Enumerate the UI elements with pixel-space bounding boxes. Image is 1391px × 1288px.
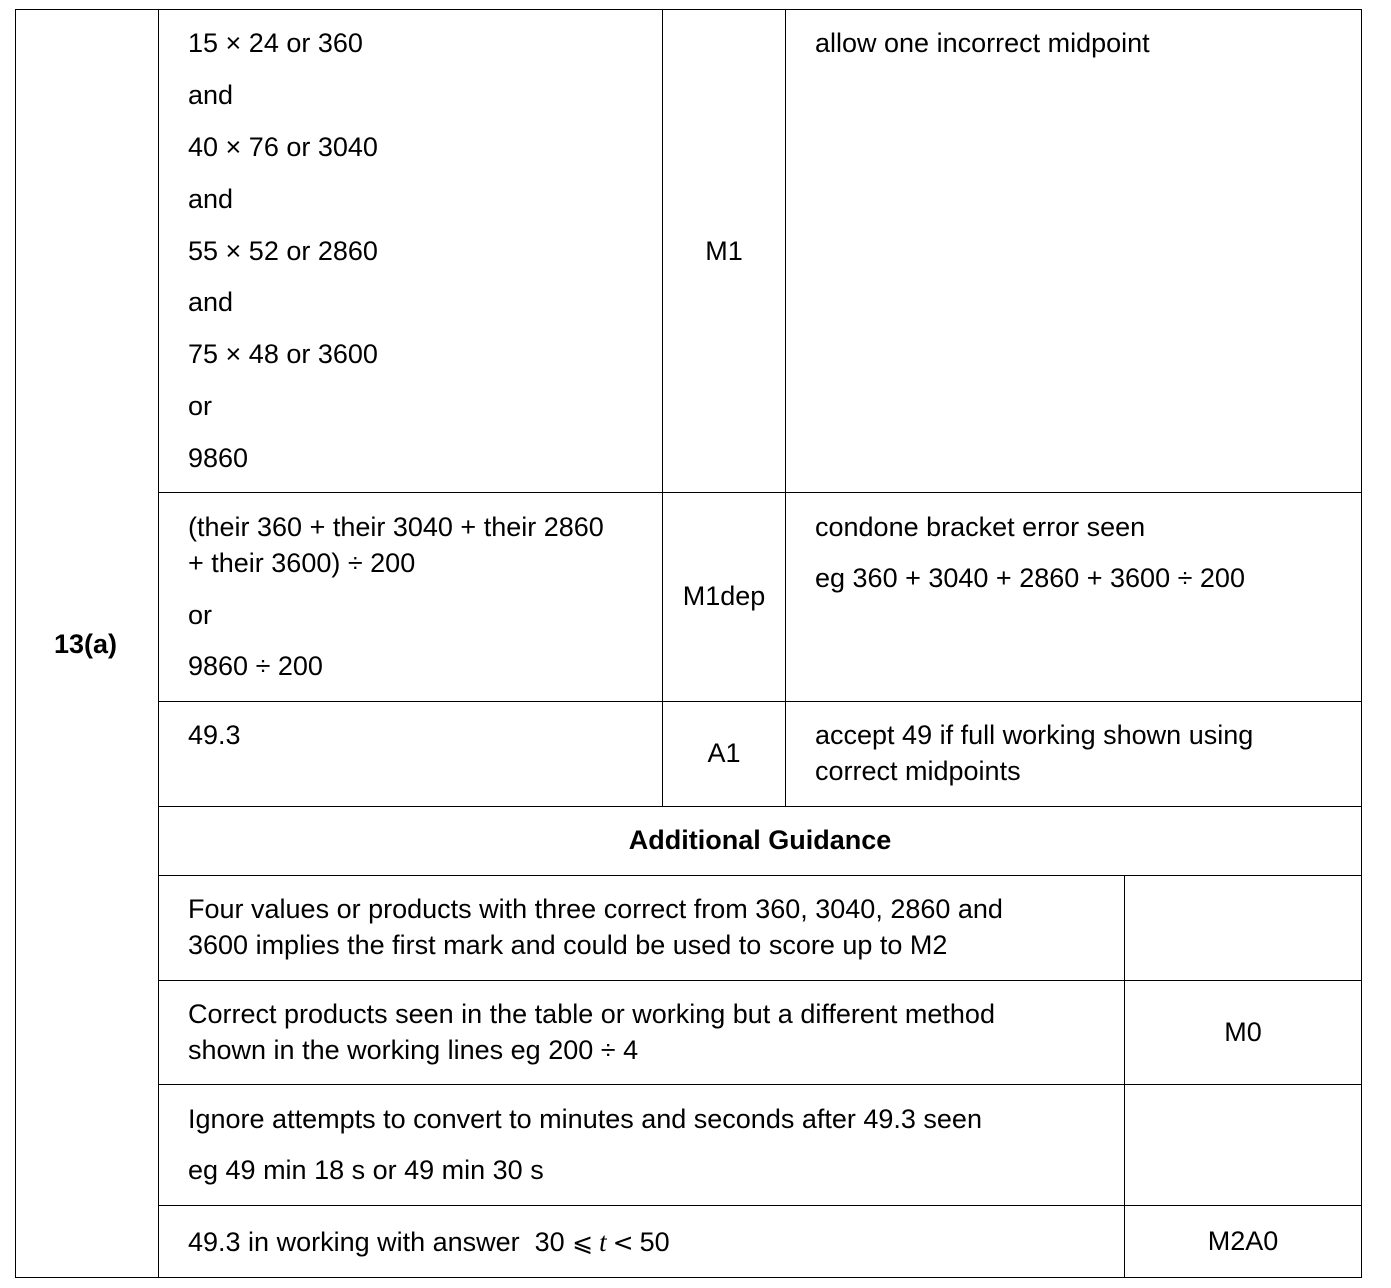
comment-line: eg 360 + 3040 + 2860 + 3600 ÷ 200 xyxy=(815,563,1245,593)
comment-line: allow one incorrect midpoint xyxy=(815,28,1150,58)
row-divider-1 xyxy=(158,492,1362,493)
guidance-line: 3600 implies the first mark and could be used to score up to M2 xyxy=(188,930,948,960)
guidance-line-value: 50 xyxy=(639,1227,670,1257)
guidance-heading: Additional Guidance xyxy=(628,825,892,855)
guidance-heading-divider xyxy=(158,875,1362,876)
working-line: (their 360 + their 3040 + their 2860 xyxy=(188,512,604,542)
guidance-mark: M2A0 xyxy=(1207,1226,1279,1256)
mark-code: A1 xyxy=(707,738,741,768)
guidance-line: Correct products seen in the table or working but a different method xyxy=(188,999,995,1029)
row-divider-3 xyxy=(158,806,1362,807)
table-border-right xyxy=(1361,9,1362,1278)
working-line: 49.3 xyxy=(188,720,241,750)
guidance-line-text: 49.3 in working with answer 30 xyxy=(188,1227,573,1257)
table-border-left xyxy=(15,9,16,1278)
working-line: or xyxy=(188,600,213,630)
working-line: + their 3600) ÷ 200 xyxy=(188,548,416,578)
mark-code: M1 xyxy=(705,236,743,266)
mark-comment-divider xyxy=(785,9,786,806)
guidance-mark: M0 xyxy=(1224,1017,1262,1047)
mark-code: M1dep xyxy=(682,581,766,611)
working-line: and xyxy=(188,184,234,214)
table-border-top xyxy=(15,9,1362,10)
working-line: or xyxy=(188,391,213,421)
working-line: 55 × 52 or 2860 xyxy=(188,236,378,266)
working-line: 15 × 24 or 360 xyxy=(188,28,363,58)
less-or-equal-symbol: ⩽ xyxy=(572,1228,594,1257)
table-border-bottom xyxy=(15,1277,1362,1278)
comment-line: correct midpoints xyxy=(815,756,1021,786)
less-than-symbol: < xyxy=(612,1228,634,1257)
question-label: 13(a) xyxy=(54,629,118,659)
working-line: and xyxy=(188,80,234,110)
guidance-mark-divider xyxy=(1124,875,1125,1278)
working-line: 9860 xyxy=(188,443,249,473)
working-line: 9860 ÷ 200 xyxy=(188,651,323,681)
guidance-divider-2 xyxy=(158,1084,1362,1085)
comment-line: accept 49 if full working shown using xyxy=(815,720,1254,750)
variable-t: t xyxy=(599,1227,607,1257)
guidance-line: shown in the working lines eg 200 ÷ 4 xyxy=(188,1035,639,1065)
guidance-line xyxy=(188,1224,670,1261)
working-line: and xyxy=(188,287,234,317)
question-column-divider xyxy=(158,9,159,1278)
working-mark-divider xyxy=(662,9,663,806)
row-divider-2 xyxy=(158,701,1362,702)
guidance-divider-3 xyxy=(158,1205,1362,1206)
working-line: 40 × 76 or 3040 xyxy=(188,132,378,162)
guidance-line: Ignore attempts to convert to minutes and seconds after 49.3 seen xyxy=(188,1104,982,1134)
guidance-line: Four values or products with three correct from 360, 3040, 2860 and xyxy=(188,894,1003,924)
guidance-divider-1 xyxy=(158,980,1362,981)
guidance-line: eg 49 min 18 s or 49 min 30 s xyxy=(188,1155,544,1185)
working-line: 75 × 48 or 3600 xyxy=(188,339,378,369)
comment-line: condone bracket error seen xyxy=(815,512,1146,542)
